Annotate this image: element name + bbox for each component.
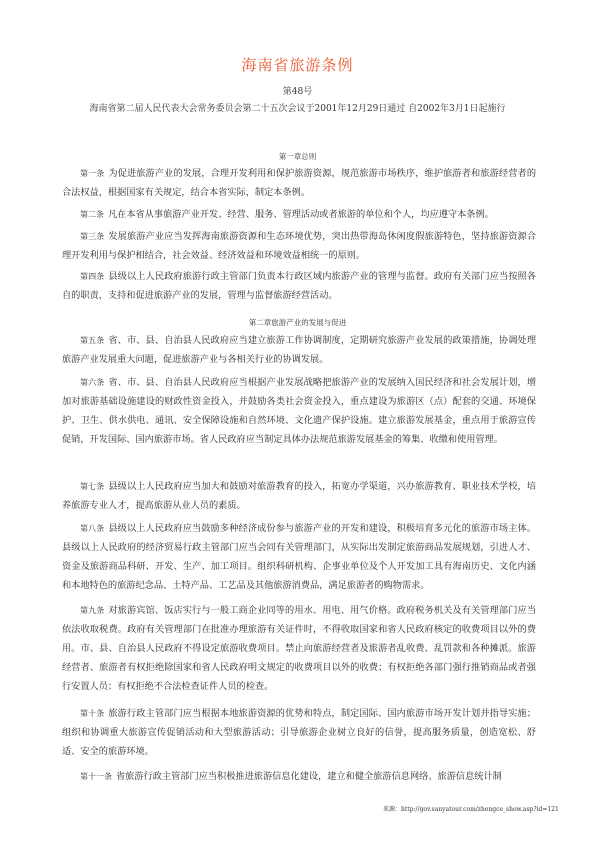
article-paragraph: [62, 373, 536, 449]
article-paragraph: [62, 767, 536, 786]
article-paragraph: [62, 164, 536, 202]
source-footer: 来源：http://gov.sanyatour.com/zhengce_show.asp?id=121: [383, 806, 559, 813]
article-text: 省、市、县、自治县人民政府应当根据产业发展战略把旅游产业的发展纳入国民经济和社会发展计划，增加对旅游基础设施建设的财政性资金投入，并鼓励各类社会资金投入，重点建设为旅游区（点）配套的交通、环境保护、卫生、供水供电、通讯、安全保障设施和自然环境、文化遗产保护设施。建立旅游发展基金，重点用于旅游宣传促销，开发国际、国内旅游市场。省人民政府应当制定具体办法规范旅游发展基金的筹集、收缴和使用管理。: [62, 377, 537, 445]
article-paragraph: [62, 601, 536, 696]
passage-note: 海南省第二届人民代表大会常务委员会第二十五次会议于2001年12月29日通过 自2002年3月1日起施行: [89, 104, 506, 114]
article-text: 省旅游行政主管部门应当积极推进旅游信息化建设，建立和健全旅游信息网络、旅游信息统计制: [116, 771, 502, 782]
article-text: 为促进旅游产业的发展，合理开发利用和保护旅游资源，规范旅游市场秩序，维护旅游者和旅游经营者的合法权益，根据国家有关规定，结合本省实际，制定本条例。: [62, 168, 537, 198]
article-paragraph: [62, 267, 536, 305]
article-label: 第十一条: [80, 772, 112, 781]
document-title: 海南省旅游条例: [241, 56, 354, 74]
article-text: 县级以上人民政府应当鼓励多种经济成份参与旅游产业的开发和建设，积极培育多元化的旅游市场主体。县级以上人民政府的经济贸易行政主管部门应当会同有关管理部门，从实际出发制定旅游商品发展规划，引进人才、资金及旅游商品科研、开发、生产、加工项目。组织科研机构、企事业单位及个人开发加工具有海南历史、文化内涵和本地特色的旅游纪念品、土特产品、工艺品及其他旅游消费品，满足旅游者的购物需求。: [62, 523, 537, 591]
article-label: 第二条: [80, 210, 104, 219]
article-label: 第三条: [80, 232, 105, 241]
article-text: 县级以上人民政府应当加大和鼓励对旅游教育的投入，拓宽办学渠道，兴办旅游教育、职业技术学校，培养旅游专业人才，提高旅游从业人员的素质。: [62, 481, 537, 511]
article-paragraph: [62, 704, 536, 761]
article-label: 第八条: [80, 524, 105, 533]
article-text: 凡在本省从事旅游产业开发、经营、服务、管理活动或者旅游的单位和个人，均应遵守本条例。: [108, 209, 494, 220]
article-label: 第十条: [80, 709, 105, 718]
article-paragraph: [62, 205, 536, 224]
article-text: 发展旅游产业应当发挥海南旅游资源和生态环境优势，突出热带海岛休闲度假旅游特色，坚持旅游资源合理开发利用与保护相结合，社会效益、经济效益和环境效益相统一的原则。: [62, 231, 537, 261]
article-text: 旅游行政主管部门应当根据本地旅游资源的优势和特点，制定国际、国内旅游市场开发计划并指导实施；组织和协调重大旅游宣传促销活动和大型旅游活动；引导旅游企业树立良好的信誉，提高服务质量，创造宽松、舒适、安全的旅游环境。: [62, 708, 537, 757]
article-label: 第五条: [80, 336, 105, 345]
article-label: 第四条: [80, 272, 105, 281]
article-text: 县级以上人民政府旅游行政主管部门负责本行政区域内旅游产业的管理与监督。政府有关部门应当按照各自的职责，支持和促进旅游产业的发展，管理与监督旅游经营活动。: [62, 271, 537, 301]
chapter-heading: 第一章总则: [278, 152, 317, 161]
article-paragraph: [62, 519, 536, 595]
article-text: 省、市、县、自治县人民政府应当建立旅游工作协调制度，定期研究旅游产业发展的政策措施，协调处理旅游产业发展重大问题，促进旅游产业与各相关行业的协调发展。: [62, 335, 537, 365]
document-number: 第48号: [282, 87, 313, 97]
article-label: 第九条: [80, 606, 105, 615]
chapter-heading: 第二章旅游产业的发展与促进: [248, 318, 347, 327]
article-label: 第六条: [80, 378, 105, 387]
article-paragraph: [62, 227, 536, 265]
article-label: 第七条: [80, 482, 105, 491]
article-paragraph: [62, 477, 536, 515]
article-label: 第一条: [80, 169, 105, 178]
article-text: 对旅游宾馆、饭店实行与一般工商企业同等的用水、用电、用气价格。政府税务机关及有关管理部门应当依法收取税费。政府有关管理部门在批准办理旅游有关证件时，不得收取国家和省人民政府核定的收费项目以外的费用。市、县、自治县人民政府不得设定旅游收费项目。禁止向旅游经营者及旅游者乱收费、乱罚款和各种摊派。旅游经营者、旅游者有权拒绝除国家和省人民政府明文规定的收费项目以外的收费；有权拒绝各部门强行推销商品或者强行安置人员；有权拒绝不合法检查证件人员的检查。: [62, 605, 537, 692]
article-paragraph: [62, 331, 536, 369]
